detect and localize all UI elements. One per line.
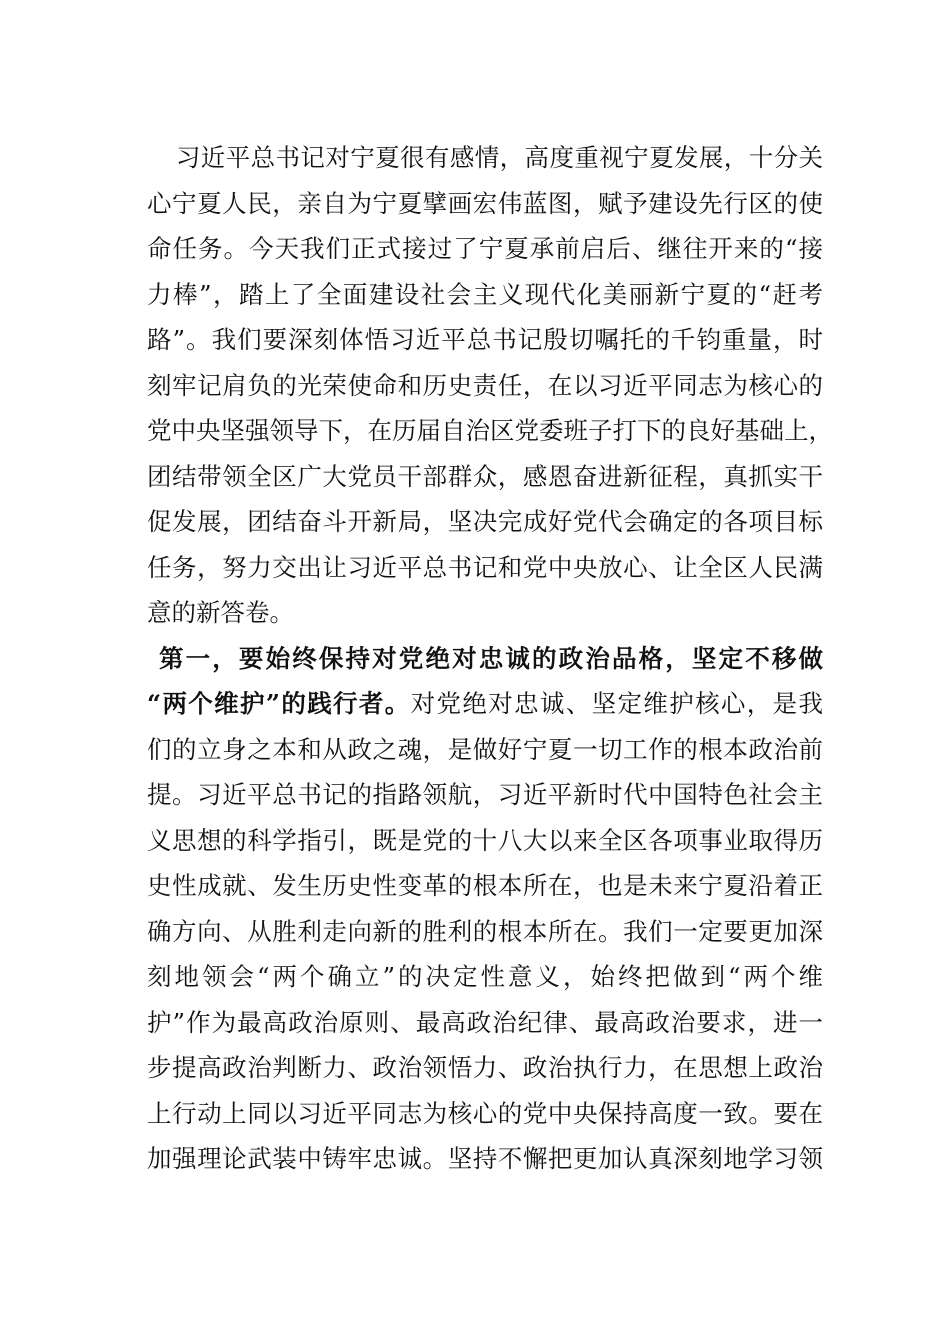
paragraph-line: 护”作为最高政治原则、最高政治纪律、最高政治要求，进一: [147, 1007, 823, 1037]
section-heading-end: “两个维护”的践行者。: [147, 689, 411, 718]
paragraph-line: 确方向、从胜利走向新的胜利的根本所在。我们一定要更加深: [147, 916, 823, 946]
paragraph-line: 心宁夏人民，亲自为宁夏擘画宏伟蓝图，赋予建设先行区的使: [147, 188, 823, 218]
paragraph-line: 史性成就、发生历史性变革的根本所在，也是未来宁夏沿着正: [147, 871, 823, 900]
paragraph-line: 促发展，团结奋斗开新局，坚决完成好党代会确定的各项目标: [147, 507, 823, 536]
paragraph-line: 任务，努力交出让习近平总书记和党中央放心、让全区人民满: [147, 552, 823, 582]
paragraph-text: 对党绝对忠诚、坚定维护核心，是我: [410, 689, 823, 718]
paragraph-2: [147, 636, 823, 1182]
paragraph-line: 习近平总书记对宁夏很有感情，高度重视宁夏发展，十分关: [151, 143, 823, 172]
section-heading-line: [147, 681, 823, 727]
paragraph-line: 党中央坚强领导下，在历届自治区党委班子打下的良好基础上，: [147, 416, 833, 445]
section-heading-line: 第一，要始终保持对党绝对忠诚的政治品格，坚定不移做: [159, 643, 823, 673]
paragraph-1: [147, 135, 833, 636]
paragraph-line: 路”。我们要深刻体悟习近平总书记殷切嘱托的千钧重量，时: [147, 325, 823, 354]
paragraph-line: 刻牢记肩负的光荣使命和历史责任，在以习近平同志为核心的: [147, 370, 823, 400]
paragraph-line: 加强理论武装中铸牢忠诚。坚持不懈把更加认真深刻地学习领: [147, 1144, 823, 1173]
paragraph-line: 步提高政治判断力、政治领悟力、政治执行力，在思想上政治: [147, 1053, 823, 1082]
paragraph-line: 们的立身之本和从政之魂，是做好宁夏一切工作的根本政治前: [147, 734, 823, 764]
paragraph-line: 刻地领会“两个确立”的决定性意义，始终把做到“两个维: [147, 962, 823, 991]
paragraph-line: 意的新答卷。: [147, 598, 294, 627]
paragraph-line: 力棒”，踏上了全面建设社会主义现代化美丽新宁夏的“赶考: [147, 279, 823, 309]
paragraph-line: 上行动上同以习近平同志为核心的党中央保持高度一致。要在: [147, 1098, 823, 1128]
document-body: [147, 135, 833, 1182]
paragraph-line: 提。习近平总书记的指路领航，习近平新时代中国特色社会主: [147, 780, 823, 809]
paragraph-line: 团结带领全区广大党员干部群众，感恩奋进新征程，真抓实干: [147, 461, 823, 491]
paragraph-line: 义思想的科学指引，既是党的十八大以来全区各项事业取得历: [147, 825, 823, 855]
paragraph-line: 命任务。今天我们正式接过了宁夏承前启后、继往开来的“接: [147, 234, 823, 263]
